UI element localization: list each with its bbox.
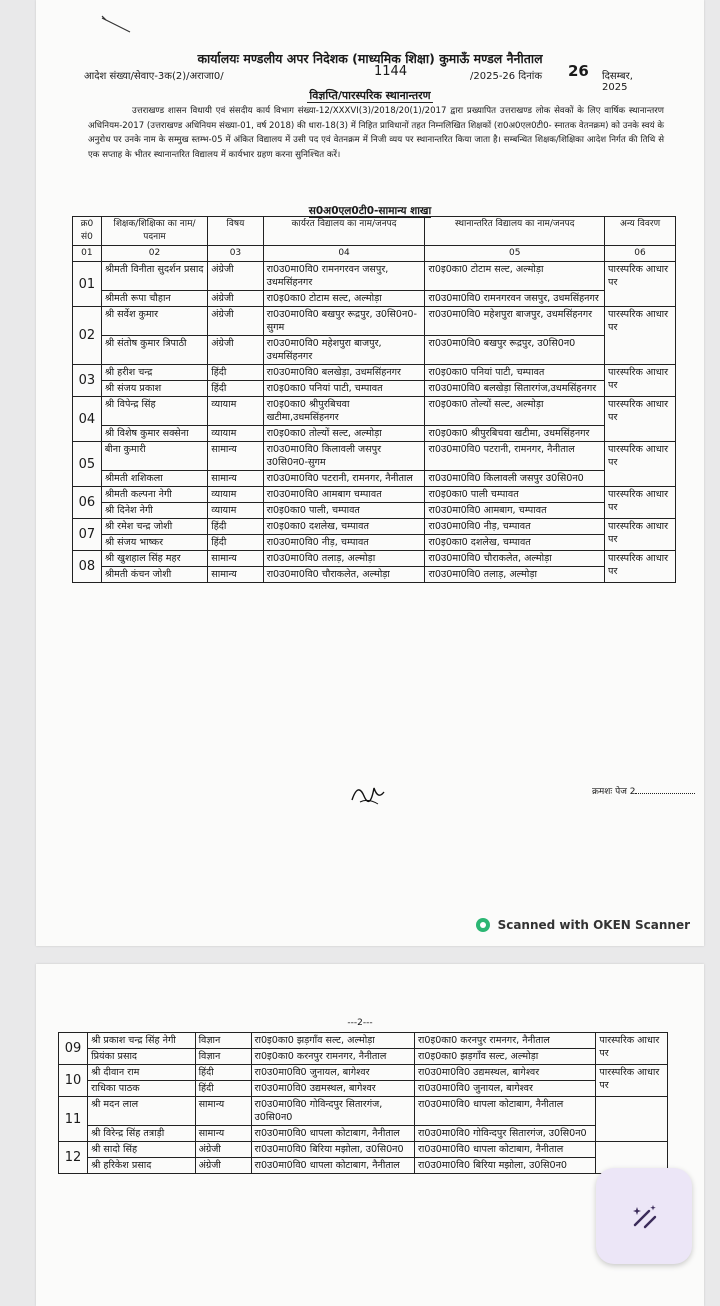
header-cell: विषय [208,217,263,246]
subject-cell: हिंदी [208,535,263,551]
name-cell: प्रियंका प्रसाद [88,1049,195,1065]
office-title: कार्यालयः मण्डलीय अपर निदेशक (माध्यमिक शिक्षा) कुमाऊँ मण्डल नैनीताल [197,51,543,66]
transfer-cell: रा0उ0मा0वि0 नीड़, चम्पावत [425,519,605,535]
current-cell: रा0उ0मा0वि0 जुनायल, बागेश्वर [251,1065,414,1081]
current-cell: रा0उ0मा0वि0 रामनगरवन जसपुर, उधमसिंहनगर [263,262,425,291]
remark-cell: पारस्परिक आधार पर [596,1033,668,1065]
table-header-row [73,217,676,246]
transfer-table-page-1 [72,216,676,583]
current-cell: रा0उ0मा0वि0 तलाड़, अल्मोड़ा [263,551,425,567]
name-cell: श्री विपेन्द्र सिंह [101,397,207,426]
table-row [73,336,676,365]
current-cell: रा0उ0मा0वि0 बिरिया मझोला, उ0सि0न0 [251,1142,414,1158]
order-number: 1144 [374,64,408,79]
current-cell: रा0उ0मा0वि0 चौराकलेत, अल्मोड़ा [263,567,425,583]
scanner-watermark: Scanned with OKEN Scanner [476,918,690,932]
transfer-cell: रा0उ0मा0वि0 रामनगरवन जसपुर, उधमसिंहनगर [425,291,605,307]
transfer-cell: रा0इ0का0 पाली चम्पावत [425,487,605,503]
subject-cell: सामान्य [208,442,263,471]
table-row [59,1065,668,1081]
current-cell: रा0इ0का0 पाली, चम्पावत [263,503,425,519]
table-row [73,262,676,291]
table-row [73,567,676,583]
transfer-cell: रा0इ0का0 टोटाम सल्ट, अल्मोड़ा [425,262,605,291]
remark-cell [596,1097,668,1142]
transfer-cell: रा0उ0मा0वि0 बिरिया मझोला, उ0सि0न0 [414,1158,595,1174]
name-cell: श्री संजय भाष्कर [101,535,207,551]
current-cell: रा0इ0का0 पनियां पाटी, चम्पावत [263,381,425,397]
remark-cell: पारस्परिक आधार पर [605,307,676,365]
signature [348,780,388,806]
header-cell: क्र0 सं0 [73,217,102,246]
name-cell: श्री खुशहाल सिंह महर [101,551,207,567]
table-row [73,487,676,503]
order-prefix: आदेश संख्या/सेवाए-3क(2)/अराजा0/ [84,71,224,82]
transfer-cell: रा0इ0का0 तोल्यों सल्ट, अल्मोड़ा [425,397,605,426]
name-cell: राधिका पाठक [88,1081,195,1097]
subject-cell: हिंदी [195,1065,251,1081]
transfer-cell: रा0उ0मा0वि0 तलाड़, अल्मोड़ा [425,567,605,583]
remark-cell: पारस्परिक आधार पर [605,262,676,307]
subject-cell: सामान्य [195,1097,251,1126]
transfer-cell: रा0उ0मा0वि0 बखपुर रूद्रपुर, उ0सि0न0 [425,336,605,365]
transfer-cell: रा0उ0मा0वि0 धापला कोटाबाग, नैनीताल [414,1142,595,1158]
order-line [84,62,660,93]
transfer-cell: रा0उ0मा0वि0 किलावली जसपुर उ0सि0न0 [425,471,605,487]
remark-cell: पारस्परिक आधार पर [605,365,676,397]
serial-number-cell: 09 [59,1033,88,1065]
magic-action-button[interactable] [596,1168,692,1264]
subject-cell: अंग्रेजी [208,291,263,307]
current-cell: रा0उ0मा0वि0 महेशपुरा बाजपुर, उधमसिंहनगर [263,336,425,365]
current-cell: रा0उ0मा0वि0 नीड़, चम्पावत [263,535,425,551]
name-cell: श्रीमती कल्पना नेगी [101,487,207,503]
transfer-cell: रा0उ0मा0वि0 जुनायल, बागेश्वर [414,1081,595,1097]
transfer-cell: रा0इ0का0 श्रीपुरबिचवा खटीमा, उधमसिंहनगर [425,426,605,442]
serial-number-cell: 03 [73,365,102,397]
name-cell: श्री विशेष कुमार सक्सेना [101,426,207,442]
header-cell: अन्य विवरण [605,217,676,246]
order-day: 26 [568,62,589,80]
subject-cell: अंग्रेजी [195,1158,251,1174]
current-cell: रा0इ0का0 करनपुर रामनगर, नैनीताल [251,1049,414,1065]
serial-number-cell: 06 [73,487,102,519]
current-cell: रा0उ0मा0वि0 गोविन्दपुर सितारगंज, उ0सि0न0 [251,1097,414,1126]
remark-cell: पारस्परिक आधार पर [605,397,676,442]
name-cell: श्री दीवान राम [88,1065,195,1081]
remark-cell: पारस्परिक आधार पर [605,442,676,487]
subject-cell: सामान्य [208,567,263,583]
pen-scribble-mark [100,14,136,36]
table-row [59,1158,668,1174]
notice-subtitle: विज्ञप्ति/पारस्परिक स्थानान्तरण [309,89,431,102]
serial-number-cell: 01 [73,262,102,307]
remark-cell: पारस्परिक आधार पर [605,551,676,583]
table-row [59,1097,668,1126]
table-row [73,381,676,397]
table-row [73,503,676,519]
branch-title: स0अ0एल0टी0-सामान्य शाखा [308,205,432,217]
table-row [73,519,676,535]
page-number: ---2--- [347,1018,373,1028]
table-row [73,307,676,336]
current-cell: रा0उ0मा0वि0 बलखेड़ा, उधमसिंहनगर [263,365,425,381]
subject-cell: व्यायाम [208,397,263,426]
subject-cell: हिंदी [208,365,263,381]
name-cell: श्रीमती कंचन जोशी [101,567,207,583]
serial-number-cell: 11 [59,1097,88,1142]
table-row [73,426,676,442]
serial-number-cell: 04 [73,397,102,442]
number-cell: 03 [208,246,263,262]
name-cell: श्री संतोष कुमार त्रिपाठी [101,336,207,365]
subject-cell: सामान्य [195,1126,251,1142]
name-cell: श्रीमती शशिकला [101,471,207,487]
current-cell: रा0उ0मा0वि0 आमबाग चम्पावत [263,487,425,503]
subject-cell: अंग्रेजी [208,262,263,291]
number-cell: 01 [73,246,102,262]
name-cell: श्री सर्वेश कुमार [101,307,207,336]
name-cell: श्री हरिकेश प्रसाद [88,1158,195,1174]
name-cell: श्री संजय प्रकाश [101,381,207,397]
current-cell: रा0उ0मा0वि0 धापला कोटाबाग, नैनीताल [251,1126,414,1142]
subject-cell: व्यायाम [208,426,263,442]
table-row [73,365,676,381]
table-row [73,535,676,551]
name-cell: श्री मदन लाल [88,1097,195,1126]
subject-cell: अंग्रेजी [195,1142,251,1158]
number-cell: 02 [101,246,207,262]
serial-number-cell: 08 [73,551,102,583]
current-cell: रा0इ0का0 टोटाम सल्ट, अल्मोड़ा [263,291,425,307]
serial-number-cell: 10 [59,1065,88,1097]
subject-cell: हिंदी [208,381,263,397]
remark-cell: पारस्परिक आधार पर [596,1065,668,1097]
current-cell: रा0इ0का0 श्रीपुरबिचवा खटीमा,उधमसिंहनगर [263,397,425,426]
transfer-cell: रा0इ0का0 पनियां पाटी, चम्पावत [425,365,605,381]
subject-cell: विज्ञान [195,1033,251,1049]
current-cell: रा0उ0मा0वि0 बखपुर रूद्रपुर, उ0सि0न0-सुगम [263,307,425,336]
transfer-cell: रा0उ0मा0वि0 महेशपुरा बाजपुर, उधमसिंहनगर [425,307,605,336]
order-month: दिसम्बर, 2025 [602,71,633,93]
transfer-cell: रा0उ0मा0वि0 बलखेड़ा सितारगंज,उधमसिंहनगर [425,381,605,397]
transfer-cell: रा0उ0मा0वि0 उद्यमस्थल, बागेश्वर [414,1065,595,1081]
serial-number-cell: 02 [73,307,102,365]
current-cell: रा0इ0का0 झड़गाँव सल्ट, अल्मोड़ा [251,1033,414,1049]
remark-cell: पारस्परिक आधार पर [605,487,676,519]
subject-cell: विज्ञान [195,1049,251,1065]
current-cell: रा0उ0मा0वि0 उद्यमस्थल, बागेश्वर [251,1081,414,1097]
table-row [73,471,676,487]
current-cell: रा0उ0मा0वि0 पटरानी, रामनगर, नैनीताल [263,471,425,487]
name-cell: श्री दिनेश नेगी [101,503,207,519]
continued-note: क्रमशः पेज 2 [592,784,695,797]
name-cell: श्री प्रकाश चन्द्र सिंह नेगी [88,1033,195,1049]
name-cell: बीना कुमारी [101,442,207,471]
current-cell: रा0उ0मा0वि0 किलावली जसपुर उ0सि0न0-सुगम [263,442,425,471]
header-cell: शिक्षक/शिक्षिका का नाम/पदनाम [101,217,207,246]
order-year: /2025-26 दिनांक [470,71,543,82]
number-cell: 05 [425,246,605,262]
transfer-table-page-2 [58,1032,668,1174]
name-cell: श्री हरीश चन्द्र [101,365,207,381]
subject-cell: अंग्रेजी [208,336,263,365]
serial-number-cell: 12 [59,1142,88,1174]
serial-number-cell: 05 [73,442,102,487]
transfer-cell: रा0उ0मा0वि0 आमबाग, चम्पावत [425,503,605,519]
table-row [59,1049,668,1065]
subject-cell: हिंदी [195,1081,251,1097]
name-cell: श्री विरेन्द्र सिंह तत्राड़ी [88,1126,195,1142]
transfer-cell: रा0इ0का0 झड़गाँव सल्ट, अल्मोड़ा [414,1049,595,1065]
table-row [73,291,676,307]
current-cell: रा0इ0का0 तोल्यों सल्ट, अल्मोड़ा [263,426,425,442]
subject-cell: व्यायाम [208,503,263,519]
table-row [73,397,676,426]
table-row [59,1142,668,1158]
current-cell: रा0उ0मा0वि0 धापला कोटाबाग, नैनीताल [251,1158,414,1174]
current-cell: रा0इ0का0 दशलेख, चम्पावत [263,519,425,535]
wand-magic-icon [629,1201,659,1231]
subject-cell: सामान्य [208,471,263,487]
table-row [59,1033,668,1049]
number-cell: 06 [605,246,676,262]
transfer-cell: रा0उ0मा0वि0 गोविन्दपुर सितारगंज, उ0सि0न0 [414,1126,595,1142]
notice-paragraph: उत्तराखण्ड शासन विधायी एवं संसदीय कार्य विभाग संख्या-12/XXXVI(3)/2018/20(1)/2017 द्वारा प्रख्यापित उत्तराखण्ड लोक सेवकों के लिए वार्षिक स्थानान्तरण अधिनियम-2017 (उत्तराखण्ड अधिनियम संख्या-01, वर्ष 2018) की धारा-18(3) में निहित प्राविधानों तहत निम्नलिखित शिक्षकों (रा0अ0एल0टी0- स्नातक वेतनक्रम) को उनके स्वयं के अनुरोध पर उनके नाम के सम्मुख स्तम्भ-05 में अंकित विद्यालय में उसी पद एवं वेतनक्रम में निजी व्यय पर स्थानान्तरित किया जाता है। सम्बन्धित शिक्षक/शिक्षिका आदेश निर्गत की तिथि से एक सप्ताह के भीतर स्थानान्तरित विद्यालय में कार्यभार ग्रहण करना सुनिश्चित करें। [88,106,664,160]
serial-number-cell: 07 [73,519,102,551]
number-cell: 04 [263,246,425,262]
subject-cell: व्यायाम [208,487,263,503]
subject-cell: अंग्रेजी [208,307,263,336]
remark-cell: पारस्परिक आधार पर [605,519,676,551]
name-cell: श्रीमती विनीता सुदर्शन प्रसाद [101,262,207,291]
name-cell: श्रीमती रूपा चौहान [101,291,207,307]
header-cell: कार्यरत विद्यालय का नाम/जनपद [263,217,425,246]
oken-logo-icon [476,918,490,932]
transfer-cell: रा0इ0का0 दशलेख, चम्पावत [425,535,605,551]
table-number-row [73,246,676,262]
transfer-cell: रा0उ0मा0वि0 पटरानी, रामनगर, नैनीताल [425,442,605,471]
table-row [73,442,676,471]
header-cell: स्थानान्तरित विद्यालय का नाम/जनपद [425,217,605,246]
name-cell: श्री सादो सिंह [88,1142,195,1158]
table-row [59,1126,668,1142]
name-cell: श्री रमेश चन्द्र जोशी [101,519,207,535]
subject-cell: सामान्य [208,551,263,567]
table-row [59,1081,668,1097]
transfer-cell: रा0इ0का0 करनपुर रामनगर, नैनीताल [414,1033,595,1049]
transfer-cell: रा0उ0मा0वि0 चौराकलेत, अल्मोड़ा [425,551,605,567]
transfer-cell: रा0उ0मा0वि0 धापला कोटाबाग, नैनीताल [414,1097,595,1126]
table-row [73,551,676,567]
subject-cell: हिंदी [208,519,263,535]
